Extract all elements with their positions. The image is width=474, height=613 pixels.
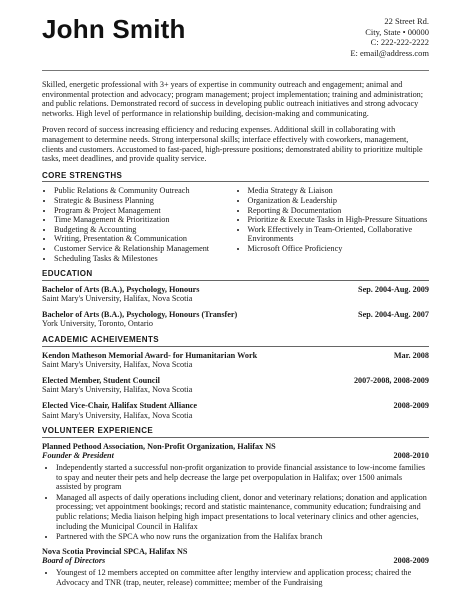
contact-city: City, State • 00000 [365, 26, 429, 37]
date: 2008-2010 [393, 451, 429, 461]
organization: Planned Pethood Association, Non-Profit Organization, Halifax NS [42, 441, 276, 451]
contact-phone: C: 222-222-2222 [370, 37, 429, 48]
list-item: • Partnered with the SPCA who now runs the organization from the Halifax branch [56, 532, 429, 542]
organization: Nova Scotia Provincial SPCA, Halifax NS [42, 546, 188, 556]
achievement-entry [42, 376, 429, 386]
candidate-name: John Smith [42, 14, 186, 44]
list-item: • Youngest of 12 members accepted on committee after lengthy interview and application process; chaired the Advocacy and TNR (trap, neuter, release) committee; member of the Fundraising [56, 568, 429, 587]
resume-body [42, 80, 429, 592]
volunteer-entry [42, 547, 429, 557]
list-item: • Program & Project Management [54, 206, 236, 216]
summary-paragraph-1: Skilled, energetic professional with 3+ years of expertise in community outreach and engagement; animal and environmental protection and advocacy; program management; project implementation; training and administration; and public relations. Demonstrated record of success in developing public outreach initiatives and strong advocacy networks. High level of performance in relationship building, decision-making and communicating. [42, 80, 424, 118]
list-item: • Microsoft Office Proficiency [248, 244, 430, 254]
date: Sep. 2004-Aug. 2009 [358, 284, 429, 294]
volunteer-bullets [42, 568, 429, 587]
role-line [42, 556, 429, 566]
volunteer-bullets [42, 463, 429, 542]
education-entry [42, 310, 429, 320]
date: Sep. 2004-Aug. 2007 [358, 309, 429, 319]
list-item: • Strategic & Business Planning [54, 196, 236, 206]
list-item: • Independently started a successful non-profit organization to provide financial assistance to low-income families to spay and neuter their pets and help decrease the large pet overpopulation in Halifax; over 1500 animals assisted by program [56, 463, 429, 492]
degree: Bachelor of Arts (B.A.), Psychology, Honours [42, 284, 200, 294]
volunteer-entry [42, 442, 429, 452]
list-item: • Reporting & Documentation [248, 206, 430, 216]
list-item: • Scheduling Tasks & Milestones [54, 254, 236, 264]
list-item: • Prioritize & Execute Tasks in High-Pressure Situations [248, 215, 430, 225]
date: 2007-2008, 2008-2009 [353, 375, 429, 385]
school: Saint Mary's University, Halifax, Nova Scotia [42, 385, 193, 395]
education-heading: EDUCATION [42, 269, 429, 281]
list-item: • Customer Service & Relationship Management [54, 244, 236, 254]
list-item: • Managed all aspects of daily operations including client, donor and veterinary relations; donation and application processing; vet appointment bookings; record and statistic maintenance, community education; fundraising and public relations; Media liaison helping high impact presentations to local veterinary clinics and other agencies, including the Municipal Council in Halifax [56, 493, 429, 531]
role-line [42, 451, 429, 461]
achievement: Kendon Matheson Memorial Award- for Humanitarian Work [42, 350, 258, 360]
degree: Bachelor of Arts (B.A.), Psychology, Honours (Transfer) [42, 309, 238, 319]
achievement: Elected Member, Student Council [42, 375, 160, 385]
achievement-entry [42, 401, 429, 411]
list-item: • Writing, Presentation & Communication [54, 234, 236, 244]
role: Founder & President [42, 451, 114, 461]
school: York University, Toronto, Ontario [42, 319, 153, 329]
date: 2008-2009 [393, 556, 429, 566]
list-item: • Media Strategy & Liaison [248, 186, 430, 196]
school: Saint Mary's University, Halifax, Nova Scotia [42, 410, 193, 420]
contact-address: 22 Street Rd. [384, 16, 429, 26]
core-strengths-right [236, 186, 430, 263]
header-divider [42, 70, 429, 71]
core-strengths-heading: CORE STRENGTHS [42, 171, 429, 183]
role: Board of Directors [42, 556, 106, 566]
volunteer-heading: VOLUNTEER EXPERIENCE [42, 426, 429, 438]
list-item: • Budgeting & Accounting [54, 225, 236, 235]
list-item: • Time Management & Prioritization [54, 215, 236, 225]
achievement-entry [42, 351, 429, 361]
contact-block [350, 16, 429, 58]
list-item: • Work Effectively in Team-Oriented, Collaborative Environments [248, 225, 430, 244]
date: 2008-2009 [393, 401, 429, 411]
summary-paragraph-2: Proven record of success increasing efficiency and reducing expenses. Additional skill in collaborating with management to determine needs. Strong interpersonal skills; interface effectively with coworkers, management, clients and customers. Accustomed to fast-paced, high-pressure positions; demonstrated ability to prioritize multiple tasks, meet deadlines, and provide quality service. [42, 125, 423, 164]
list-item: • Organization & Leadership [248, 196, 430, 206]
school: Saint Mary's University, Halifax, Nova Scotia [42, 294, 193, 304]
date: Mar. 2008 [393, 350, 429, 360]
achievement: Elected Vice-Chair, Halifax Student Alliance [42, 401, 198, 411]
contact-email[interactable]: E: email@address.com [350, 47, 429, 58]
list-item: • Public Relations & Community Outreach [54, 186, 236, 196]
academic-heading: ACADEMIC ACHEIVEMENTS [42, 335, 429, 347]
core-strengths-list [42, 186, 429, 263]
school: Saint Mary's University, Halifax, Nova Scotia [42, 360, 193, 370]
core-strengths-left [42, 186, 236, 263]
education-entry [42, 285, 429, 295]
